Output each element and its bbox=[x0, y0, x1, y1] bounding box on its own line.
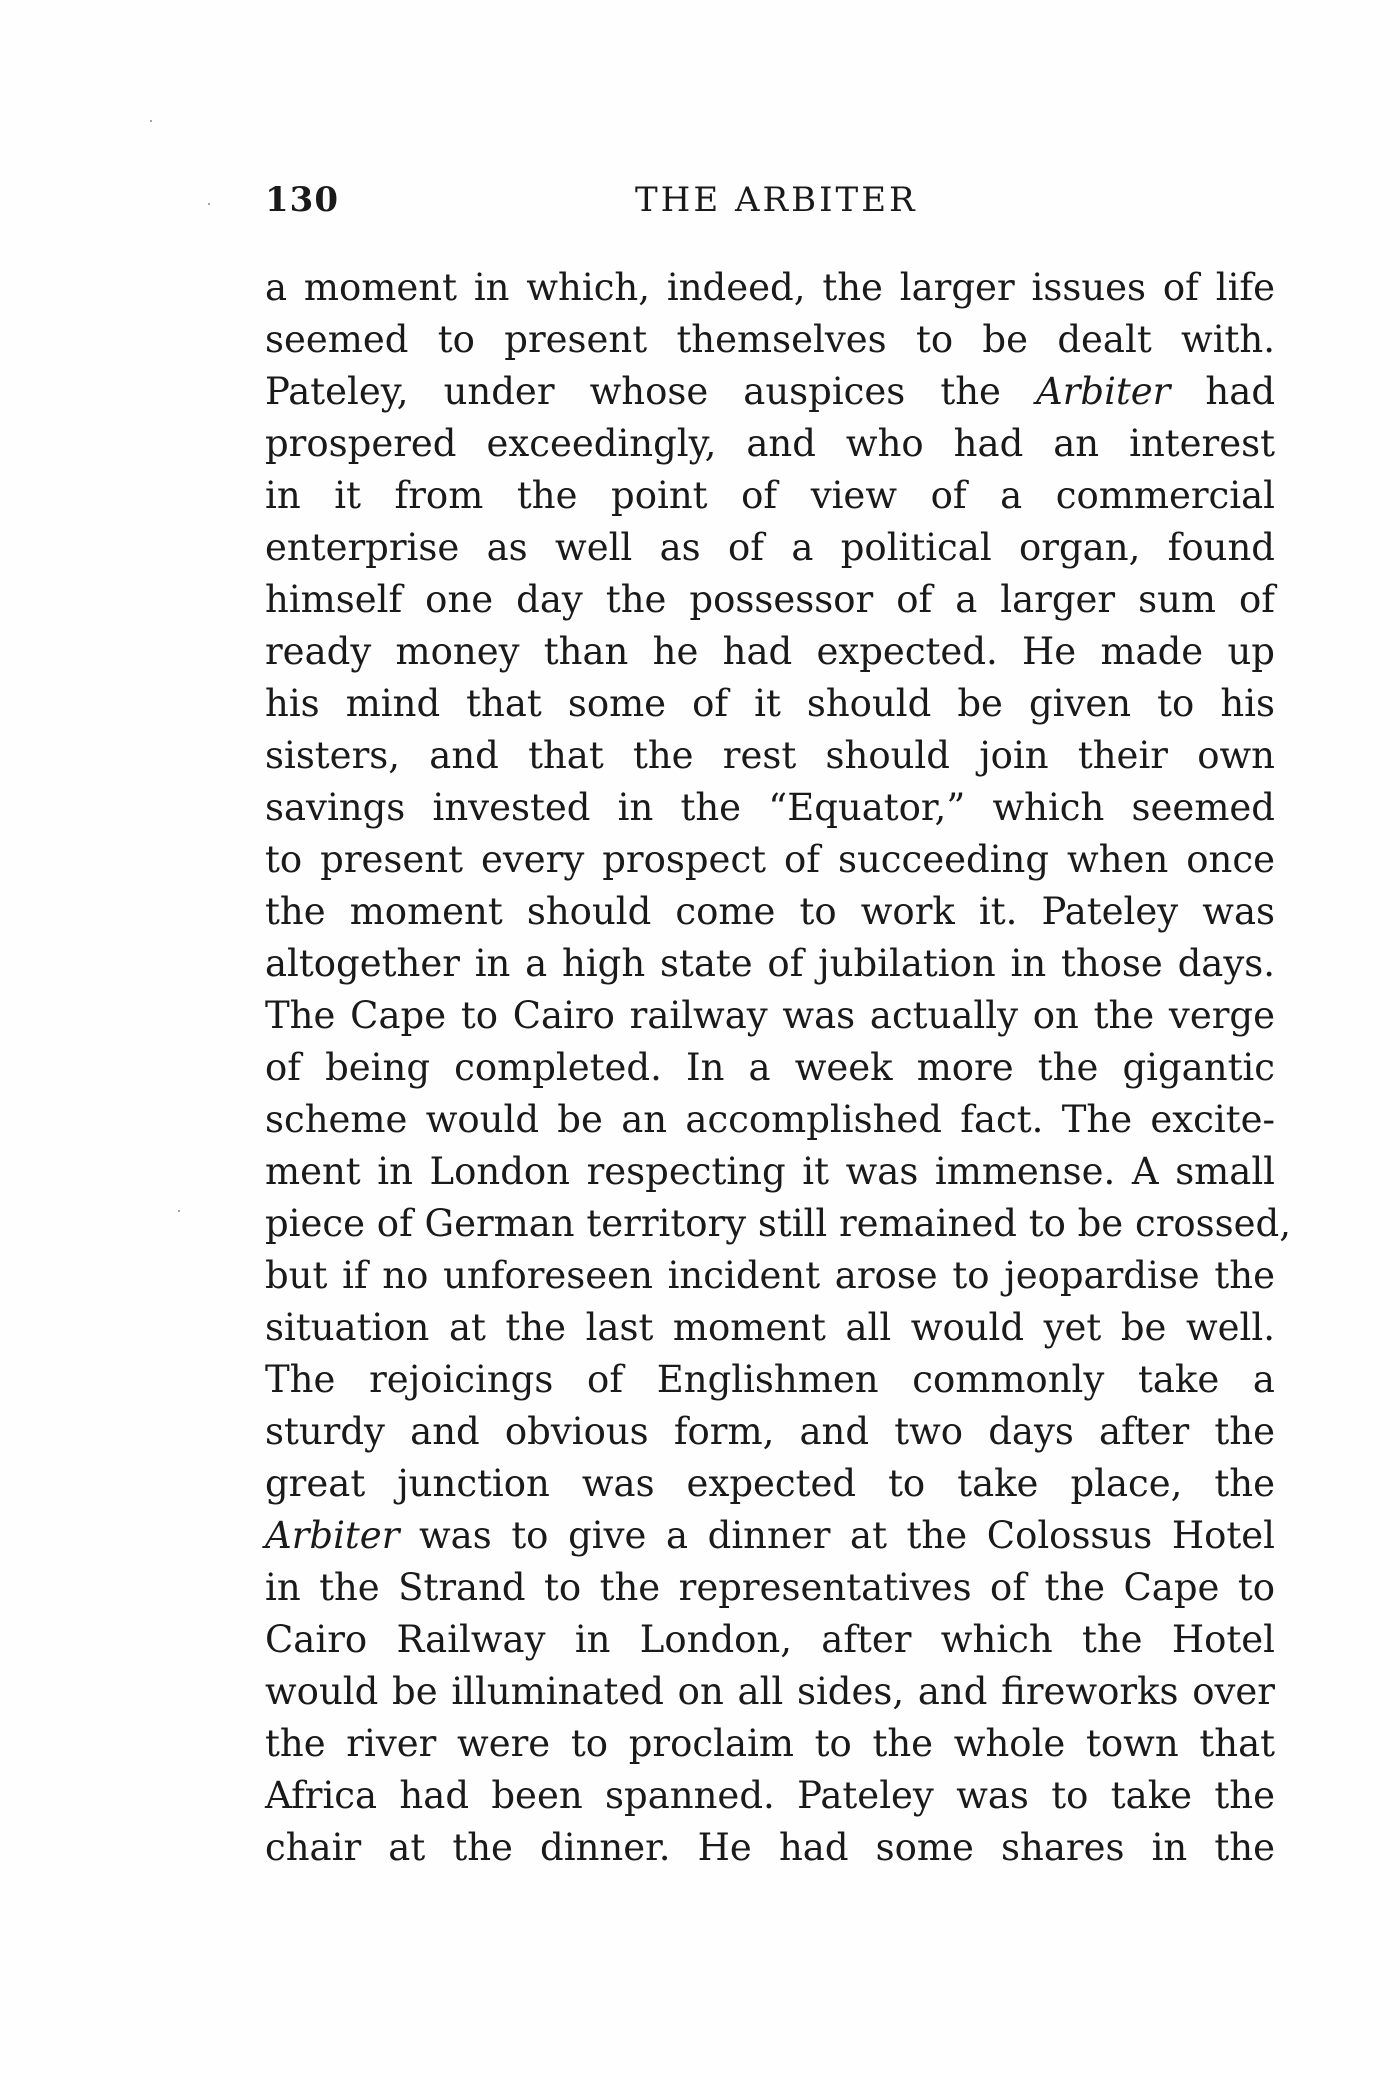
text-line: sisters, and that the rest should join their own bbox=[265, 734, 1275, 777]
text-line: but if no unforeseen incident arose to jeopardise the bbox=[265, 1254, 1275, 1297]
text-line: Arbiter was to give a dinner at the Colossus Hotel bbox=[265, 1514, 1275, 1557]
text-line: chair at the dinner. He had some shares in the bbox=[265, 1826, 1275, 1869]
text-line: the river were to proclaim to the whole town that bbox=[265, 1722, 1275, 1765]
text-line: Pateley, under whose auspices the Arbiter had bbox=[265, 370, 1275, 413]
running-head: THE ARBITER bbox=[635, 180, 918, 220]
text-line: Africa had been spanned. Pateley was to take the bbox=[265, 1774, 1275, 1817]
text-line: savings invested in the “Equator,” which seemed bbox=[265, 786, 1275, 829]
text-line: ready money than he had expected. He made up bbox=[265, 630, 1275, 673]
text-line: great junction was expected to take place, the bbox=[265, 1462, 1275, 1505]
text-line: piece of German territory still remained to be crossed, bbox=[265, 1202, 1291, 1245]
text-line: situation at the last moment all would yet be well. bbox=[265, 1306, 1275, 1349]
text-line: a moment in which, indeed, the larger issues of life bbox=[265, 266, 1275, 309]
text-line: ment in London respecting it was immense. A small bbox=[265, 1150, 1275, 1193]
page-header bbox=[265, 180, 1275, 240]
page-number: 130 bbox=[265, 180, 339, 220]
text-line: the moment should come to work it. Pateley was bbox=[265, 890, 1275, 933]
text-line: his mind that some of it should be given to his bbox=[265, 682, 1275, 725]
text-line: in the Strand to the representatives of the Cape to bbox=[265, 1566, 1275, 1609]
paper-speck bbox=[150, 120, 152, 122]
text-line: in it from the point of view of a commercial bbox=[265, 474, 1275, 517]
text-line: to present every prospect of succeeding when once bbox=[265, 838, 1275, 881]
text-line: The rejoicings of Englishmen commonly take a bbox=[265, 1358, 1275, 1401]
body-text bbox=[265, 262, 1291, 1874]
text-line: of being completed. In a week more the gigantic bbox=[265, 1046, 1275, 1089]
text-line: The Cape to Cairo railway was actually on the verge bbox=[265, 994, 1275, 1037]
text-line: sturdy and obvious form, and two days after the bbox=[265, 1410, 1275, 1453]
text-line: altogether in a high state of jubilation in those days. bbox=[265, 942, 1275, 985]
text-line: Cairo Railway in London, after which the Hotel bbox=[265, 1618, 1275, 1661]
text-line: himself one day the possessor of a larger sum of bbox=[265, 578, 1275, 621]
paper-speck bbox=[178, 1210, 180, 1212]
paper-speck bbox=[208, 203, 210, 205]
text-line: would be illuminated on all sides, and fireworks over bbox=[265, 1670, 1275, 1713]
text-line: seemed to present themselves to be dealt with. bbox=[265, 318, 1275, 361]
text-line: prospered exceedingly, and who had an interest bbox=[265, 422, 1275, 465]
text-line: scheme would be an accomplished fact. The excite- bbox=[265, 1098, 1275, 1141]
text-line: enterprise as well as of a political organ, found bbox=[265, 526, 1275, 569]
